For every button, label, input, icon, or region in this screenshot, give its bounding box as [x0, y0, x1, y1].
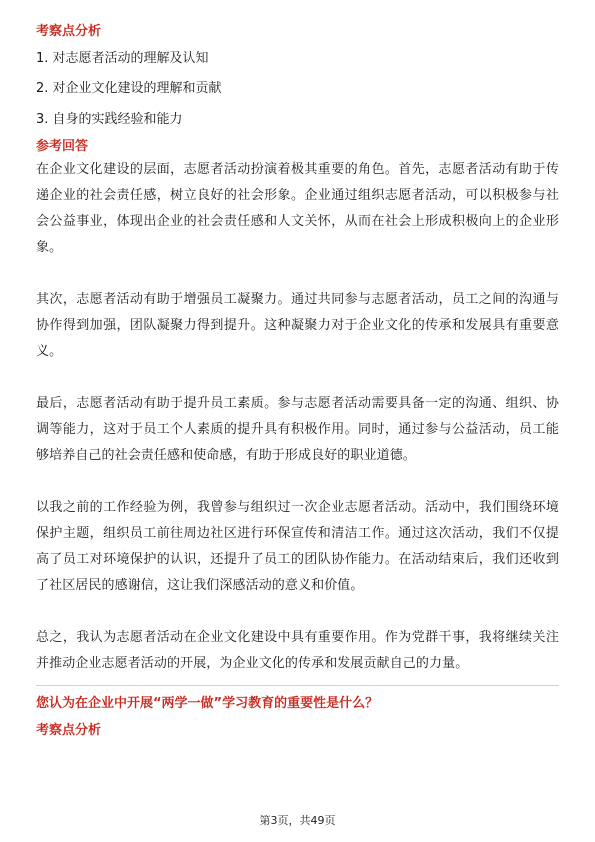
next-analysis-heading: 考察点分析	[36, 723, 102, 738]
analysis-point-3: 3. 自身的实践经验和能力	[36, 112, 183, 127]
analysis-point-2: 2. 对企业文化建设的理解和贡献	[36, 81, 222, 96]
document-page	[36, 22, 559, 741]
answer-heading: 参考回答	[36, 139, 89, 154]
analysis-point-1: 1. 对志愿者活动的理解及认知	[36, 51, 209, 66]
answer-paragraph-5: 总之，我认为志愿者活动在企业文化建设中具有重要作用。作为党群干事，我将继续关注并推动企业志愿者活动的开展，为企业文化的传承和发展贡献自己的力量。	[36, 630, 559, 671]
page-footer: 第3页，共49页	[259, 814, 336, 827]
answer-paragraph-2: 其次，志愿者活动有助于增强员工凝聚力。通过共同参与志愿者活动，员工之间的沟通与协作得到加强，团队凝聚力得到提升。这种凝聚力对于企业文化的传承和发展具有重要意义。	[36, 292, 559, 359]
answer-paragraph-4: 以我之前的工作经验为例，我曾参与组织过一次企业志愿者活动。活动中，我们围绕环境保护主题，组织员工前往周边社区进行环保宣传和清洁工作。通过这次活动，我们不仅提高了员工对环境保护的认识，还提升了员工的团队协作能力。在活动结束后，我们还收到了社区居民的感谢信，这让我们深感活动的意义和价值。	[36, 500, 559, 593]
analysis-heading: 考察点分析	[36, 24, 102, 39]
answer-paragraph-1: 在企业文化建设的层面，志愿者活动扮演着极其重要的角色。首先，志愿者活动有助于传递企业的社会责任感，树立良好的社会形象。企业通过组织志愿者活动，可以积极参与社会公益事业，体现出企业的社会责任感和人文关怀，从而在社会上形成积极向上的企业形象。	[36, 162, 559, 255]
answer-paragraph-3: 最后，志愿者活动有助于提升员工素质。参与志愿者活动需要具备一定的沟通、组织、协调等能力，这对于员工个人素质的提升具有积极作用。同时，通过参与公益活动，员工能够培养自己的社会责任感和使命感，有助于形成良好的职业道德。	[36, 396, 559, 463]
section-divider	[36, 685, 559, 686]
next-question: 您认为在企业中开展“两学一做”学习教育的重要性是什么？	[36, 696, 379, 711]
